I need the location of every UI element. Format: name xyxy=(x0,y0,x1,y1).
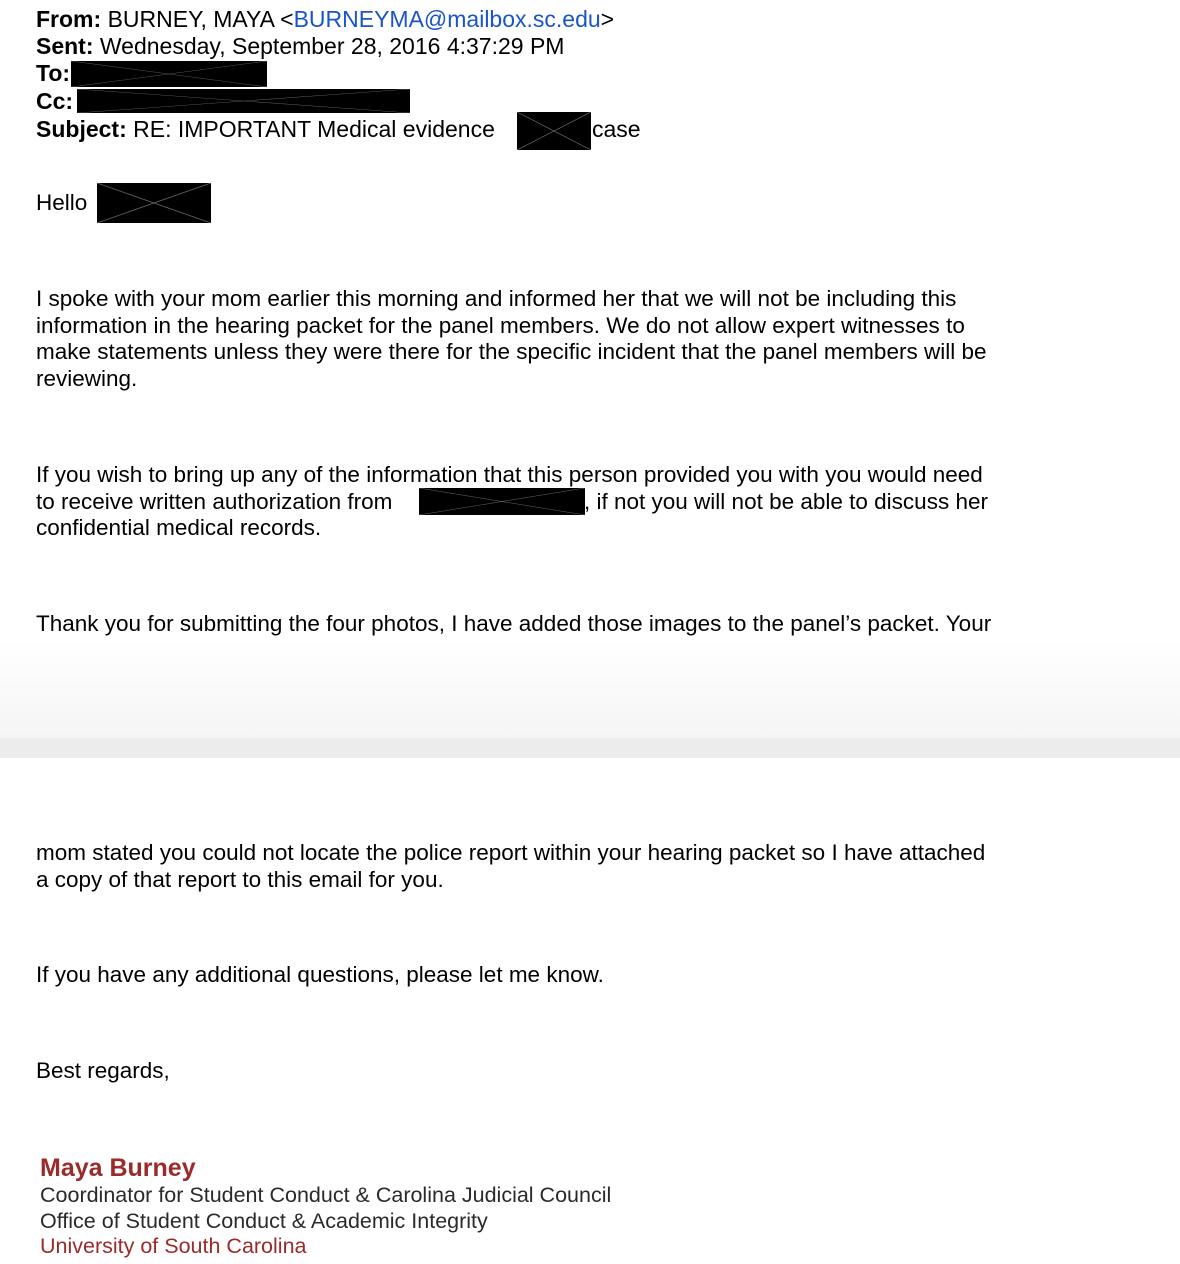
paragraph-3-line-2: mom stated you could not locate the police report within your hearing packet so I have attached xyxy=(36,840,986,865)
paragraph-2-line-3: confidential medical records. xyxy=(36,515,322,540)
subject-value: RE: IMPORTANT Medical evidence xyxy=(133,116,495,142)
paragraph-1-line-2: information in the hearing packet for the panel members. We do not allow expert witnesses to xyxy=(36,313,965,338)
to-line xyxy=(36,60,70,87)
paragraph-2-line-2a: to receive written authorization from xyxy=(36,489,393,514)
closing: Best regards, xyxy=(36,1058,170,1083)
signature-office: Office of Student Conduct & Academic Integrity xyxy=(40,1209,488,1233)
paragraph-1-line-4: reviewing. xyxy=(36,366,138,391)
from-name: BURNEY, MAYA < xyxy=(107,6,294,32)
signature-title: Coordinator for Student Conduct & Carolina Judicial Council xyxy=(40,1183,612,1207)
sender-email-link[interactable]: BURNEYMA@mailbox.sc.edu xyxy=(293,6,601,32)
paragraph-1-line-1: I spoke with your mom earlier this morning and informed her that we will not be including this xyxy=(36,286,957,311)
subject-line xyxy=(36,116,495,143)
subject-tail: case xyxy=(592,116,641,142)
greeting: Hello xyxy=(36,190,88,215)
paragraph-2-line-1: If you wish to bring up any of the information that this person provided you with you would need xyxy=(36,462,983,487)
signature-university: University of South Carolina xyxy=(40,1234,307,1258)
from-label: From: xyxy=(36,6,102,32)
subject-label: Subject: xyxy=(36,116,127,142)
paragraph-1-line-3: make statements unless they were there for the specific incident that the panel members will be xyxy=(36,339,987,364)
page-break-shadow xyxy=(0,640,1180,738)
page-break-divider xyxy=(0,738,1180,758)
paragraph-4: If you have any additional questions, please let me know. xyxy=(36,962,604,987)
to-label: To: xyxy=(36,60,71,86)
paragraph-2-line-2b: , if not you will not be able to discuss her xyxy=(584,489,988,514)
sent-line xyxy=(36,33,564,60)
cc-label: Cc: xyxy=(36,88,74,114)
from-line xyxy=(36,6,614,33)
signature-name: Maya Burney xyxy=(40,1154,196,1182)
paragraph-3-line-1: Thank you for submitting the four photos, I have added those images to the panel’s packet. Your xyxy=(36,611,992,636)
sent-label: Sent: xyxy=(36,33,94,59)
from-close: > xyxy=(600,6,615,32)
cc-redaction xyxy=(77,89,410,113)
to-redaction xyxy=(71,61,267,87)
subject-redaction xyxy=(517,112,591,150)
cc-line xyxy=(36,88,73,115)
authorization-redaction xyxy=(419,488,585,515)
paragraph-3-line-3: a copy of that report to this email for you. xyxy=(36,867,444,892)
sent-value: Wednesday, September 28, 2016 4:37:29 PM xyxy=(99,33,565,59)
greeting-redaction xyxy=(97,183,211,223)
